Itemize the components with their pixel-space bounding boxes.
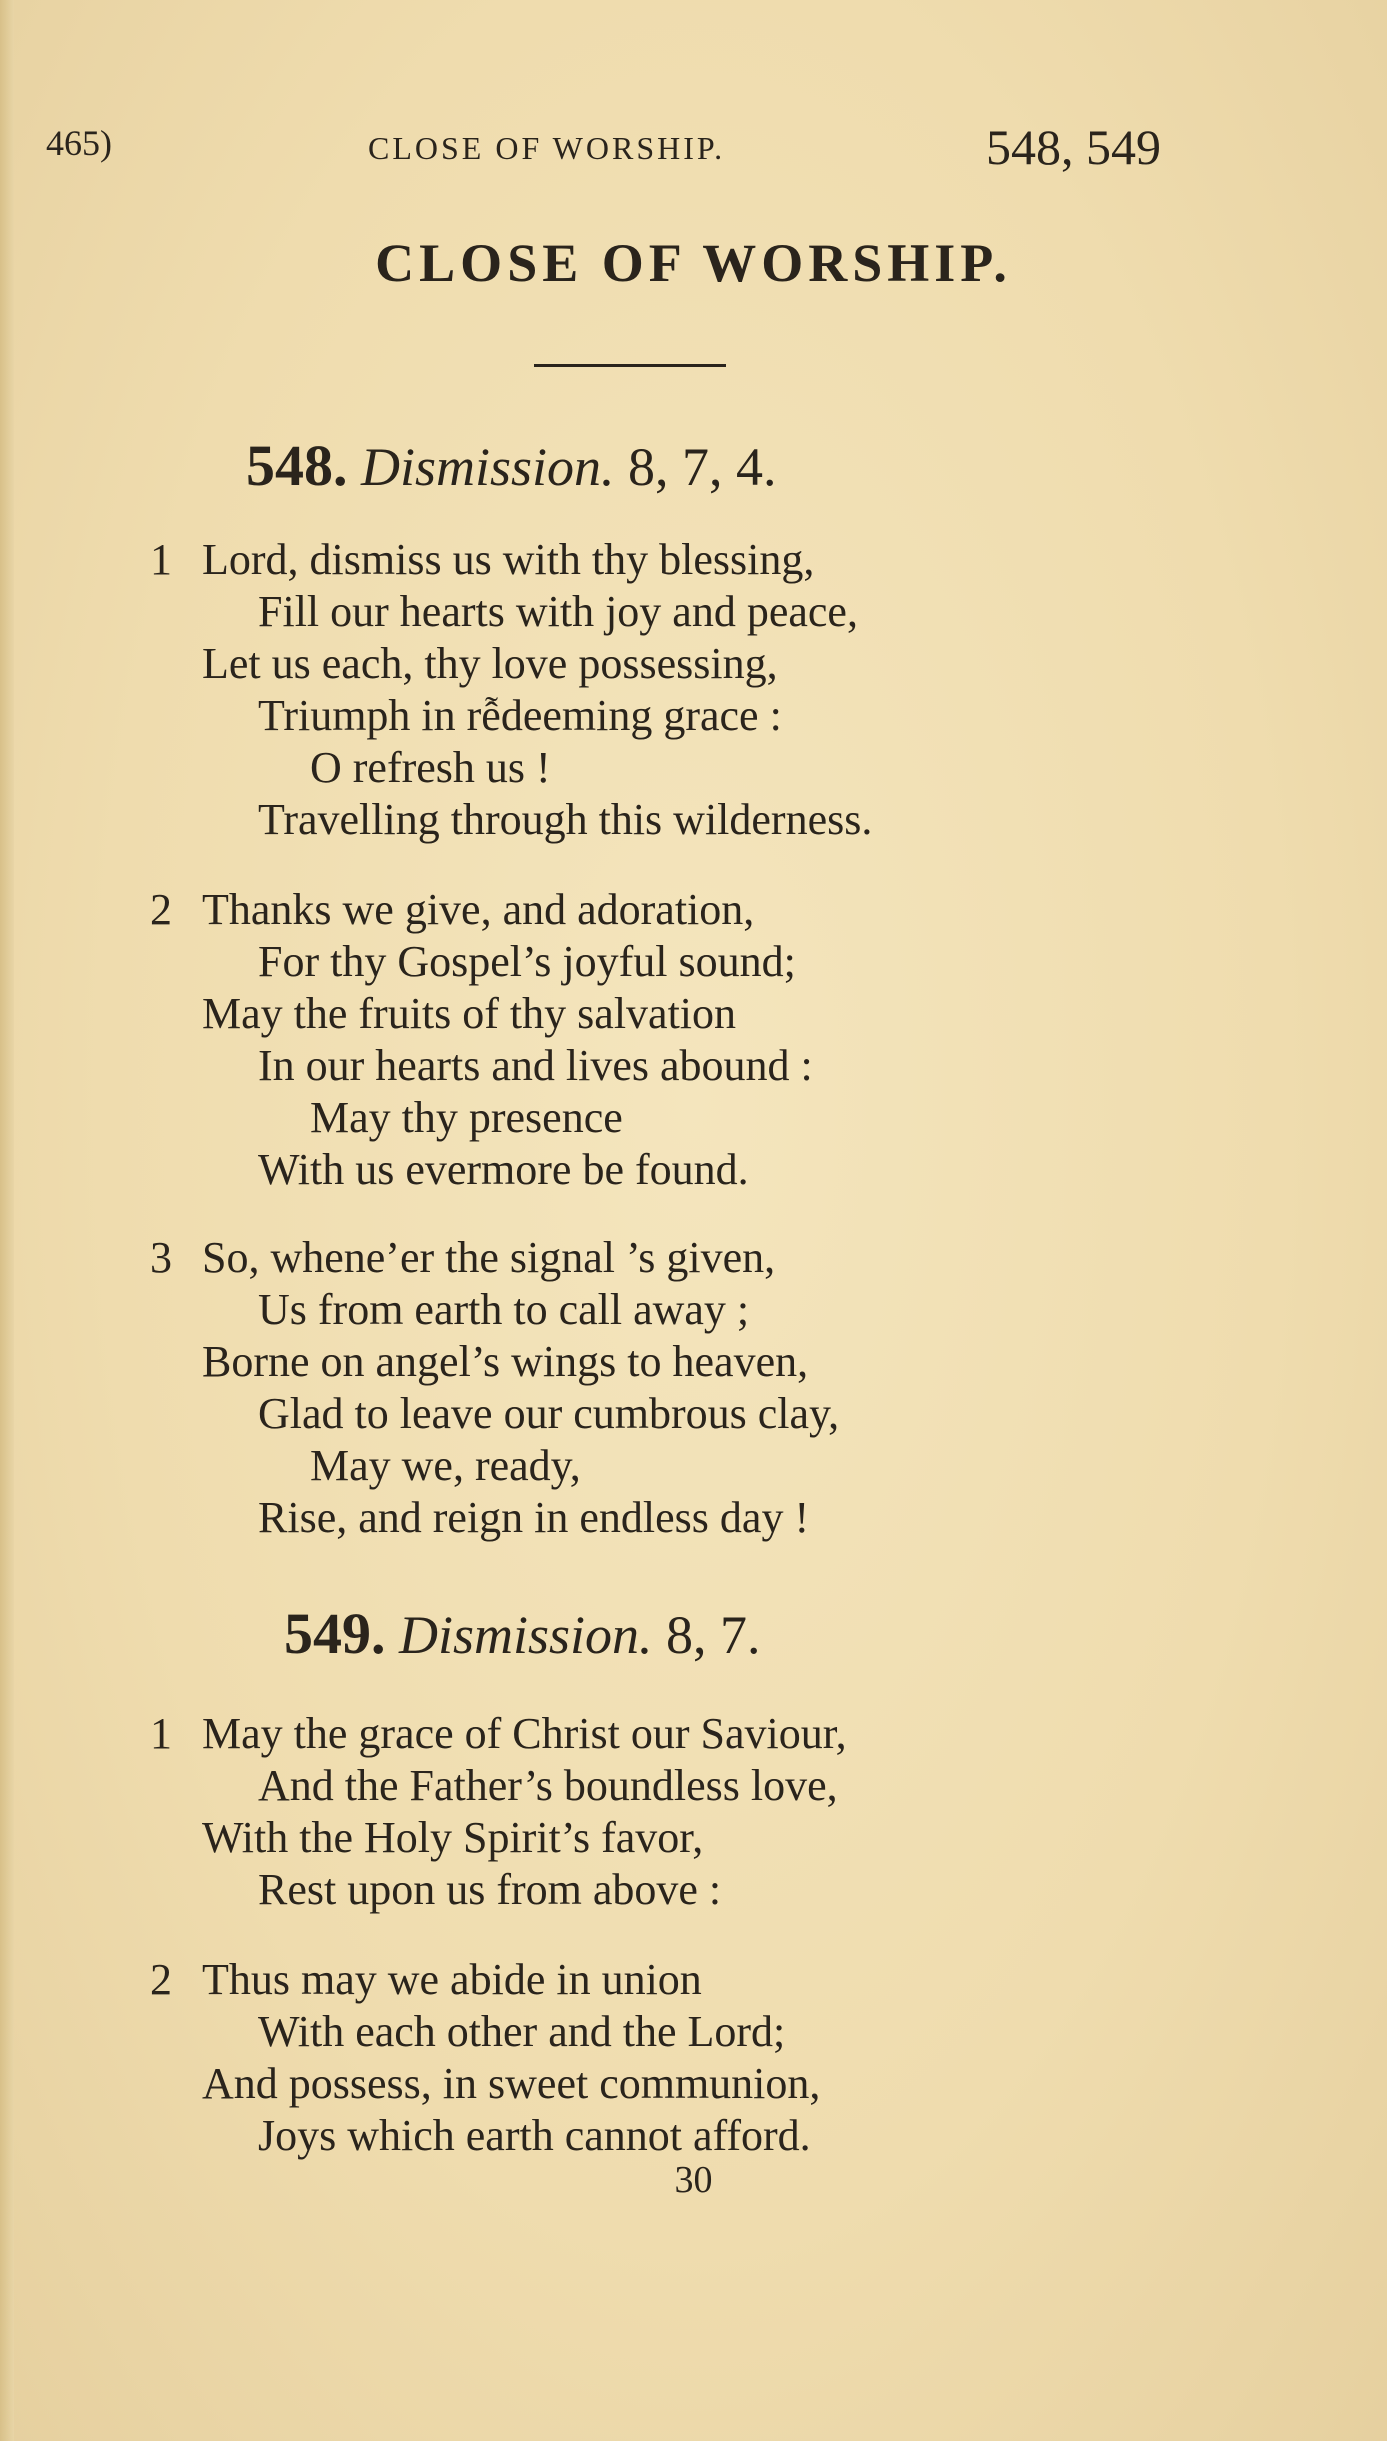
verse-line: O refresh us ! (310, 743, 551, 792)
verse-line: Us from earth to call away ; (258, 1285, 750, 1334)
verse-number: 1 (150, 535, 172, 584)
verse-line: May the grace of Christ our Saviour, (202, 1709, 847, 1758)
verse-line: Borne on angel’s wings to heaven, (202, 1337, 809, 1386)
verse-number: 2 (150, 1955, 172, 2004)
verse-line: And possess, in sweet communion, (202, 2059, 821, 2108)
hymn-tune: Dismission. (361, 437, 615, 497)
verse-number: 3 (150, 1233, 172, 1282)
verse-line: Lord, dismiss us with thy blessing, (202, 535, 815, 584)
verse-line: Thanks we give, and adoration, (202, 885, 755, 934)
verse-line: For thy Gospel’s joyful sound; (258, 937, 796, 986)
verse-line: Travelling through this wilderness. (258, 795, 873, 844)
verse-line: Joys which earth cannot afford. (258, 2111, 811, 2160)
verse-line: In our hearts and lives abound : (258, 1041, 813, 1090)
verse-548-3 (150, 1232, 1250, 1544)
verse-line: May we, ready, (310, 1441, 581, 1490)
verse-line: So, whene’er the signal ’s given, (202, 1233, 776, 1282)
hymn-heading-549 (0, 1600, 1387, 1667)
verse-549-2 (150, 1954, 1250, 2162)
verse-line: Rest upon us from above : (258, 1865, 722, 1914)
verse-line: Fill our hearts with joy and peace, (258, 587, 858, 636)
verse-line: May the fruits of thy salvation (202, 989, 737, 1038)
verse-line: Rise, and reign in endless day ! (258, 1493, 810, 1542)
hymn-number-range: 548, 549 (986, 119, 1161, 175)
hymn-number: 549. (284, 1601, 386, 1666)
hymn-heading-548 (0, 432, 1387, 499)
verse-line: Glad to leave our cumbrous clay, (258, 1389, 840, 1438)
verse-line: May thy presence (310, 1093, 623, 1142)
page-number: 465) (46, 123, 112, 163)
page-edge (0, 0, 14, 2441)
verse-line: With the Holy Spirit’s favor, (202, 1813, 704, 1862)
verse-548-1 (150, 534, 1250, 846)
hymn-number: 548. (246, 433, 348, 498)
verse-548-2 (150, 884, 1250, 1196)
verse-number: 2 (150, 885, 172, 934)
verse-line: Let us each, thy love possessing, (202, 639, 778, 688)
running-head-title: CLOSE OF WORSHIP. (368, 130, 726, 166)
verse-line: Triumph in rễdeeming grace : (258, 691, 782, 740)
verse-number: 1 (150, 1709, 172, 1758)
hymn-tune: Dismission. (399, 1605, 653, 1665)
hymn-meter: 8, 7. (666, 1605, 761, 1665)
section-title: CLOSE OF WORSHIP. (375, 233, 1012, 293)
signature-mark: 30 (674, 2159, 713, 2201)
verse-line: Thus may we abide in union (202, 1955, 702, 2004)
hymn-meter: 8, 7, 4. (628, 437, 777, 497)
divider-rule (534, 364, 726, 367)
running-head (0, 118, 1387, 178)
verse-549-1 (150, 1708, 1250, 1916)
verse-line: And the Father’s boundless love, (258, 1761, 838, 1810)
verse-line: With each other and the Lord; (258, 2007, 786, 2056)
verse-line: With us evermore be found. (258, 1145, 749, 1194)
